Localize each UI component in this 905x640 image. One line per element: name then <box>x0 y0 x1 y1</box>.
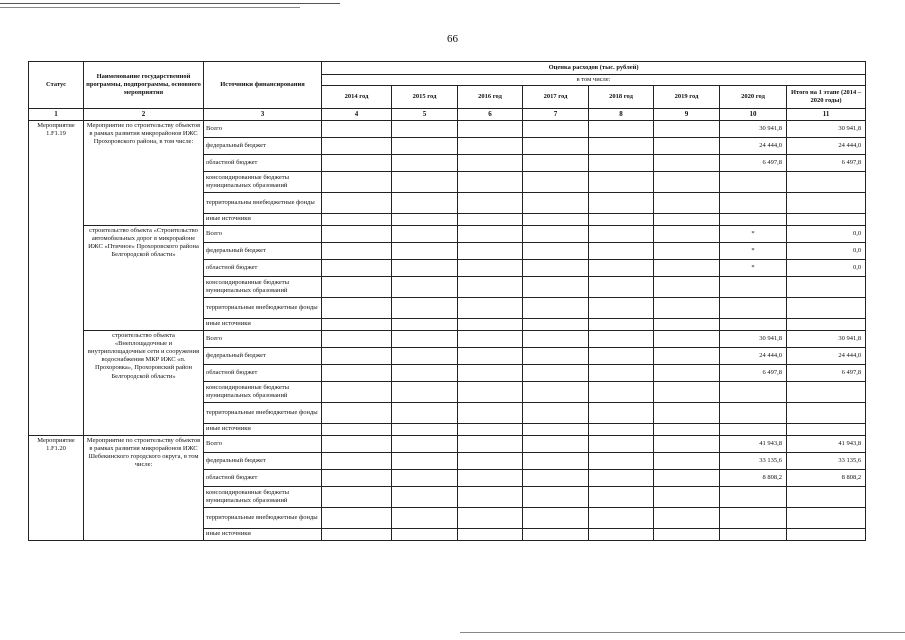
value-2020-cell <box>720 402 787 423</box>
year-value-cell <box>392 297 458 318</box>
year-value-cell <box>523 381 589 402</box>
year-value-cell <box>654 402 720 423</box>
year-value-cell <box>523 242 589 259</box>
funding-source-cell: Всего <box>204 120 322 137</box>
year-value-cell <box>589 507 654 528</box>
year-value-cell <box>654 528 720 540</box>
year-value-cell <box>458 435 523 452</box>
value-2020-cell: 24 444,0 <box>720 137 787 154</box>
year-value-cell <box>458 381 523 402</box>
year-value-cell <box>589 364 654 381</box>
table-row <box>29 435 866 452</box>
program-name-cell: Мероприятие по строительству объектов в рамках развития микрорайонов ИЖС Прохоровского района, в том числе: <box>84 120 204 225</box>
year-value-cell <box>589 120 654 137</box>
funding-source-cell: федеральный бюджет <box>204 347 322 364</box>
year-value-cell <box>589 213 654 225</box>
total-value-cell: 24 444,0 <box>787 137 866 154</box>
value-2020-cell <box>720 381 787 402</box>
year-value-cell <box>523 171 589 192</box>
year-value-cell <box>322 213 392 225</box>
year-value-cell <box>654 192 720 213</box>
column-index: 3 <box>204 109 322 121</box>
year-value-cell <box>458 364 523 381</box>
header-sources: Источники финансирования <box>204 62 322 109</box>
year-value-cell <box>392 452 458 469</box>
total-value-cell: 33 135,6 <box>787 452 866 469</box>
total-value-cell <box>787 276 866 297</box>
column-index: 11 <box>787 109 866 121</box>
year-value-cell <box>392 242 458 259</box>
year-value-cell <box>523 423 589 435</box>
funding-source-cell: Всего <box>204 225 322 242</box>
column-index: 10 <box>720 109 787 121</box>
year-value-cell <box>589 171 654 192</box>
year-value-cell <box>523 364 589 381</box>
year-value-cell <box>322 242 392 259</box>
year-value-cell <box>458 259 523 276</box>
header-year: 2017 год <box>523 86 589 109</box>
year-value-cell <box>589 259 654 276</box>
value-2020-cell: * <box>720 225 787 242</box>
column-index: 2 <box>84 109 204 121</box>
value-2020-cell: 8 808,2 <box>720 469 787 486</box>
year-value-cell <box>458 347 523 364</box>
year-value-cell <box>322 137 392 154</box>
funding-source-cell: федеральный бюджет <box>204 242 322 259</box>
total-value-cell <box>787 507 866 528</box>
header-year: 2019 год <box>654 86 720 109</box>
value-2020-cell: 33 135,6 <box>720 452 787 469</box>
value-2020-cell: * <box>720 242 787 259</box>
header-year: 2016 год <box>458 86 523 109</box>
year-value-cell <box>654 435 720 452</box>
header-year: 2015 год <box>392 86 458 109</box>
total-value-cell: 0,0 <box>787 242 866 259</box>
year-value-cell <box>392 154 458 171</box>
year-value-cell <box>458 192 523 213</box>
year-value-cell <box>322 330 392 347</box>
year-value-cell <box>322 402 392 423</box>
column-index: 9 <box>654 109 720 121</box>
year-value-cell <box>654 452 720 469</box>
year-value-cell <box>458 297 523 318</box>
year-value-cell <box>322 469 392 486</box>
year-value-cell <box>654 171 720 192</box>
funding-source-cell: областной бюджет <box>204 154 322 171</box>
header-estimate: Оценка расходов (тыс. рублей) <box>322 62 866 75</box>
funding-source-cell: территориальные внебюджетные фонды <box>204 297 322 318</box>
year-value-cell <box>458 469 523 486</box>
expenditure-table <box>28 61 866 541</box>
table-row <box>29 225 866 242</box>
value-2020-cell <box>720 423 787 435</box>
year-value-cell <box>589 402 654 423</box>
year-value-cell <box>589 154 654 171</box>
top-rule-secondary <box>0 7 300 8</box>
total-value-cell <box>787 381 866 402</box>
year-value-cell <box>589 435 654 452</box>
total-value-cell: 6 497,8 <box>787 364 866 381</box>
year-value-cell <box>392 528 458 540</box>
year-value-cell <box>392 423 458 435</box>
year-value-cell <box>392 171 458 192</box>
table-row <box>29 330 866 347</box>
funding-source-cell: территориальны внебюджетные фонды <box>204 192 322 213</box>
year-value-cell <box>654 154 720 171</box>
year-value-cell <box>458 318 523 330</box>
year-value-cell <box>654 318 720 330</box>
year-value-cell <box>322 297 392 318</box>
funding-source-cell: консолидированные бюджеты муниципальных образований <box>204 381 322 402</box>
year-value-cell <box>458 120 523 137</box>
total-value-cell <box>787 297 866 318</box>
total-value-cell: 6 497,8 <box>787 154 866 171</box>
year-value-cell <box>392 137 458 154</box>
total-value-cell <box>787 423 866 435</box>
year-value-cell <box>589 486 654 507</box>
year-value-cell <box>392 330 458 347</box>
year-value-cell <box>589 528 654 540</box>
year-value-cell <box>523 154 589 171</box>
year-value-cell <box>523 402 589 423</box>
header-status: Статус <box>29 62 84 109</box>
year-value-cell <box>523 528 589 540</box>
header-total: Итого на 1 этапе (2014 – 2020 годы) <box>787 86 866 109</box>
total-value-cell <box>787 171 866 192</box>
year-value-cell <box>523 507 589 528</box>
funding-source-cell: иные источники <box>204 528 322 540</box>
year-value-cell <box>322 452 392 469</box>
year-value-cell <box>589 330 654 347</box>
header-year: 2014 год <box>322 86 392 109</box>
year-value-cell <box>654 259 720 276</box>
year-value-cell <box>589 381 654 402</box>
year-value-cell <box>523 318 589 330</box>
value-2020-cell <box>720 171 787 192</box>
status-cell: Мероприятие 1.F1.19 <box>29 120 84 435</box>
funding-source-cell: Всего <box>204 435 322 452</box>
funding-source-cell: консолидированные бюджеты муниципальных образований <box>204 486 322 507</box>
column-index: 1 <box>29 109 84 121</box>
year-value-cell <box>589 242 654 259</box>
year-value-cell <box>523 213 589 225</box>
year-value-cell <box>523 330 589 347</box>
year-value-cell <box>322 225 392 242</box>
year-value-cell <box>589 297 654 318</box>
year-value-cell <box>589 469 654 486</box>
year-value-cell <box>654 347 720 364</box>
funding-source-cell: консолидированные бюджеты муниципальных образований <box>204 276 322 297</box>
value-2020-cell: 6 497,8 <box>720 154 787 171</box>
year-value-cell <box>458 507 523 528</box>
funding-source-cell: федеральный бюджет <box>204 137 322 154</box>
funding-source-cell: федеральный бюджет <box>204 452 322 469</box>
funding-source-cell: областной бюджет <box>204 259 322 276</box>
column-index: 4 <box>322 109 392 121</box>
year-value-cell <box>322 528 392 540</box>
year-value-cell <box>523 192 589 213</box>
year-value-cell <box>654 507 720 528</box>
year-value-cell <box>589 276 654 297</box>
year-value-cell <box>458 486 523 507</box>
value-2020-cell <box>720 297 787 318</box>
funding-source-cell: областной бюджет <box>204 469 322 486</box>
year-value-cell <box>322 171 392 192</box>
year-value-cell <box>458 276 523 297</box>
year-value-cell <box>654 225 720 242</box>
year-value-cell <box>458 242 523 259</box>
total-value-cell: 0,0 <box>787 225 866 242</box>
year-value-cell <box>322 192 392 213</box>
top-rule <box>0 3 340 4</box>
year-value-cell <box>523 120 589 137</box>
value-2020-cell <box>720 213 787 225</box>
funding-source-cell: территориальные внебюджетные фонды <box>204 507 322 528</box>
year-value-cell <box>392 347 458 364</box>
year-value-cell <box>392 225 458 242</box>
year-value-cell <box>322 347 392 364</box>
year-value-cell <box>392 507 458 528</box>
header-year: 2018 год <box>589 86 654 109</box>
year-value-cell <box>392 402 458 423</box>
year-value-cell <box>458 154 523 171</box>
year-value-cell <box>654 297 720 318</box>
funding-source-cell: иные источники <box>204 213 322 225</box>
year-value-cell <box>654 381 720 402</box>
year-value-cell <box>458 423 523 435</box>
value-2020-cell <box>720 318 787 330</box>
year-value-cell <box>322 435 392 452</box>
total-value-cell: 41 943,8 <box>787 435 866 452</box>
year-value-cell <box>322 507 392 528</box>
header-name: Наименование государственной программы, подпрограммы, основного мероприятия <box>84 62 204 109</box>
value-2020-cell: 30 941,8 <box>720 120 787 137</box>
year-value-cell <box>392 120 458 137</box>
year-value-cell <box>392 364 458 381</box>
total-value-cell <box>787 486 866 507</box>
year-value-cell <box>654 276 720 297</box>
year-value-cell <box>458 171 523 192</box>
funding-source-cell: территориальные внебюджетные фонды <box>204 402 322 423</box>
value-2020-cell <box>720 276 787 297</box>
year-value-cell <box>654 469 720 486</box>
program-name-cell: строительство объекта «Внеплощадочные и внутриплощадочные сети и сооружения водоснабжения МКР ИЖС «п. Прохоровка», Прохоровский район Белгородской области» <box>84 330 204 435</box>
year-value-cell <box>322 486 392 507</box>
year-value-cell <box>523 486 589 507</box>
year-value-cell <box>523 259 589 276</box>
year-value-cell <box>322 259 392 276</box>
year-value-cell <box>392 192 458 213</box>
funding-source-cell: консолидированные бюджеты муниципальных образований <box>204 171 322 192</box>
total-value-cell <box>787 528 866 540</box>
year-value-cell <box>392 469 458 486</box>
value-2020-cell: 6 497,8 <box>720 364 787 381</box>
year-value-cell <box>458 528 523 540</box>
year-value-cell <box>392 435 458 452</box>
year-value-cell <box>392 213 458 225</box>
year-value-cell <box>458 452 523 469</box>
year-value-cell <box>589 192 654 213</box>
value-2020-cell: * <box>720 259 787 276</box>
total-value-cell: 30 941,8 <box>787 120 866 137</box>
value-2020-cell <box>720 192 787 213</box>
column-index: 7 <box>523 109 589 121</box>
column-index: 5 <box>392 109 458 121</box>
value-2020-cell: 41 943,8 <box>720 435 787 452</box>
header-including: в том числе: <box>322 75 866 86</box>
year-value-cell <box>322 154 392 171</box>
funding-source-cell: иные источники <box>204 423 322 435</box>
year-value-cell <box>589 225 654 242</box>
year-value-cell <box>589 423 654 435</box>
year-value-cell <box>322 318 392 330</box>
year-value-cell <box>654 213 720 225</box>
total-value-cell: 8 808,2 <box>787 469 866 486</box>
table-body <box>29 120 866 540</box>
year-value-cell <box>654 486 720 507</box>
total-value-cell <box>787 192 866 213</box>
year-value-cell <box>589 318 654 330</box>
year-value-cell <box>654 137 720 154</box>
year-value-cell <box>392 276 458 297</box>
year-value-cell <box>589 137 654 154</box>
program-name-cell: Мероприятие по строительству объектов в рамках развития микрорайонов ИЖС Шебекинского городского округа, в том числе: <box>84 435 204 540</box>
value-2020-cell <box>720 507 787 528</box>
year-value-cell <box>458 137 523 154</box>
year-value-cell <box>523 225 589 242</box>
year-value-cell <box>523 435 589 452</box>
value-2020-cell <box>720 486 787 507</box>
year-value-cell <box>392 318 458 330</box>
year-value-cell <box>523 276 589 297</box>
table-row <box>29 120 866 137</box>
year-value-cell <box>523 347 589 364</box>
year-value-cell <box>654 423 720 435</box>
funding-source-cell: иные источники <box>204 318 322 330</box>
year-value-cell <box>654 120 720 137</box>
year-value-cell <box>392 486 458 507</box>
year-value-cell <box>523 469 589 486</box>
year-value-cell <box>458 330 523 347</box>
year-value-cell <box>322 364 392 381</box>
year-value-cell <box>654 330 720 347</box>
year-value-cell <box>523 137 589 154</box>
year-value-cell <box>322 423 392 435</box>
status-cell: Мероприятие 1.F1.20 <box>29 435 84 540</box>
year-value-cell <box>322 276 392 297</box>
year-value-cell <box>392 259 458 276</box>
value-2020-cell: 30 941,8 <box>720 330 787 347</box>
funding-source-cell: областной бюджет <box>204 364 322 381</box>
year-value-cell <box>523 297 589 318</box>
program-name-cell: строительство объекта «Строительство автомобильных дорог в микрорайоне ИЖС «Птичное» Прохоровского района Белгородской области» <box>84 225 204 330</box>
year-value-cell <box>392 381 458 402</box>
total-value-cell <box>787 318 866 330</box>
page-number: 66 <box>447 33 458 45</box>
year-value-cell <box>458 213 523 225</box>
column-index: 6 <box>458 109 523 121</box>
column-index: 8 <box>589 109 654 121</box>
year-value-cell <box>589 347 654 364</box>
bottom-rule <box>460 632 905 633</box>
total-value-cell: 30 941,8 <box>787 330 866 347</box>
year-value-cell <box>523 452 589 469</box>
year-value-cell <box>654 364 720 381</box>
year-value-cell <box>322 120 392 137</box>
value-2020-cell: 24 444,0 <box>720 347 787 364</box>
total-value-cell: 24 444,0 <box>787 347 866 364</box>
year-value-cell <box>458 402 523 423</box>
year-value-cell <box>322 381 392 402</box>
value-2020-cell <box>720 528 787 540</box>
total-value-cell <box>787 213 866 225</box>
year-value-cell <box>458 225 523 242</box>
funding-source-cell: Всего <box>204 330 322 347</box>
year-value-cell <box>589 452 654 469</box>
total-value-cell: 0,0 <box>787 259 866 276</box>
total-value-cell <box>787 402 866 423</box>
year-value-cell <box>654 242 720 259</box>
header-year: 2020 год <box>720 86 787 109</box>
